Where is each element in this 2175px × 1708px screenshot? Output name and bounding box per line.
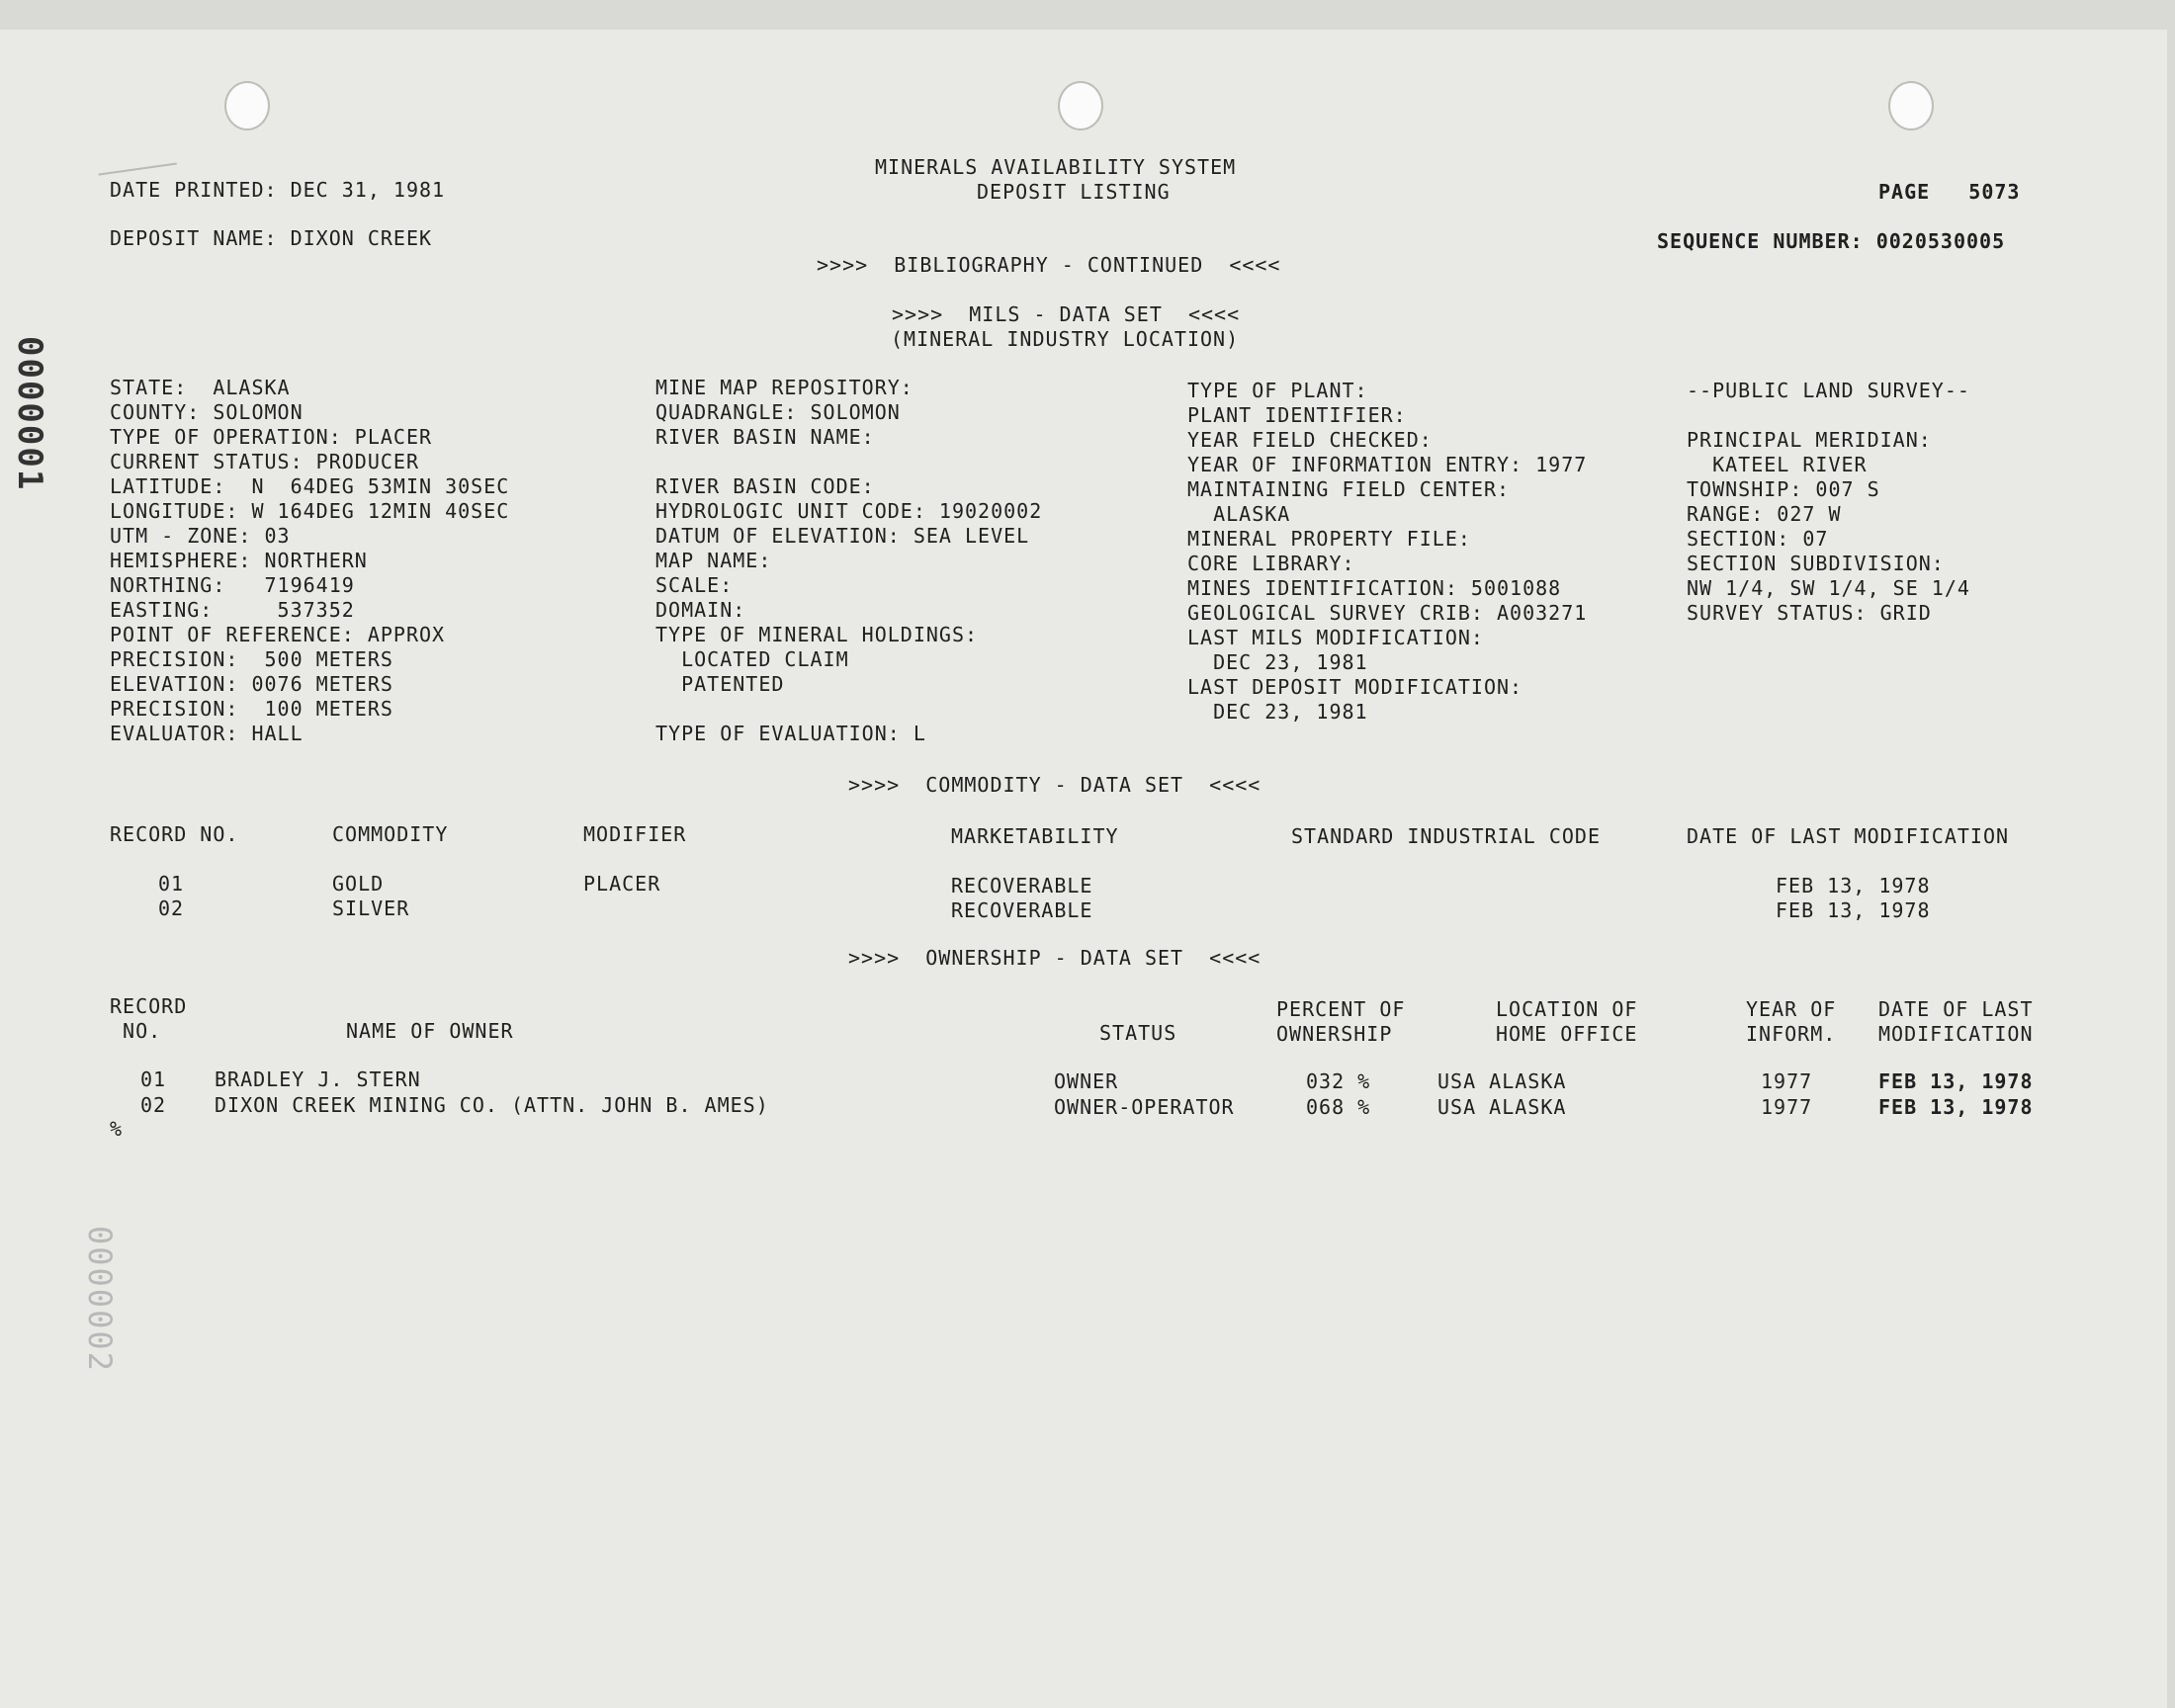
ownership-header-record: NO.	[110, 1019, 162, 1043]
side-frame-number: 0000001	[10, 336, 49, 492]
printout-page	[0, 30, 2167, 1708]
commodity-row-commodity: GOLD	[332, 872, 385, 896]
mils-field-line: RIVER BASIN NAME:	[655, 425, 875, 449]
mils-field-line: NW 1/4, SW 1/4, SE 1/4	[1687, 576, 1970, 600]
mils-field-line: DEC 23, 1981	[1187, 700, 1368, 724]
commodity-row-date: FEB 13, 1978	[1776, 874, 1931, 897]
ownership-row-status: OWNER-OPERATOR	[1054, 1095, 1235, 1119]
date-printed: DATE PRINTED: DEC 31, 1981	[110, 178, 446, 202]
mils-field-line: TYPE OF MINERAL HOLDINGS:	[655, 623, 979, 646]
mils-field-line: COUNTY: SOLOMON	[110, 400, 304, 424]
mils-field-line: UTM - ZONE: 03	[110, 524, 291, 548]
mils-field-line: ELEVATION: 0076 METERS	[110, 672, 393, 696]
end-of-record-mark: %	[110, 1117, 124, 1141]
mils-field-line: TOWNSHIP: 007 S	[1687, 477, 1880, 501]
mils-field-line: MAINTAINING FIELD CENTER:	[1187, 477, 1511, 501]
commodity-row-marketability: RECOVERABLE	[951, 898, 1093, 922]
mils-field-line: RIVER BASIN CODE:	[655, 474, 875, 498]
mils-field-line: LOCATED CLAIM	[655, 647, 849, 671]
ownership-heading: >>>> OWNERSHIP - DATA SET <<<<	[848, 946, 1262, 970]
mils-field-line: LAST MILS MODIFICATION:	[1187, 626, 1484, 649]
mils-field-line: YEAR OF INFORMATION ENTRY: 1977	[1187, 453, 1588, 476]
mils-field-line: --PUBLIC LAND SURVEY--	[1687, 379, 1970, 402]
commodity-row-marketability: RECOVERABLE	[951, 874, 1093, 897]
commodity-header-record: RECORD NO.	[110, 822, 239, 846]
commodity-row-date: FEB 13, 1978	[1776, 898, 1931, 922]
mils-field-line: SECTION: 07	[1687, 527, 1829, 551]
commodity-row-modifier: PLACER	[583, 872, 661, 896]
ownership-row-year: 1977	[1761, 1069, 1813, 1093]
mils-field-line: PRECISION: 500 METERS	[110, 647, 393, 671]
binder-hole-center	[1058, 81, 1103, 130]
ownership-header-percent: OWNERSHIP	[1276, 1022, 1393, 1046]
ownership-header-location: LOCATION OF	[1496, 997, 1638, 1021]
mils-field-line: HYDROLOGIC UNIT CODE: 19020002	[655, 499, 1043, 523]
ownership-header-year: INFORM.	[1746, 1022, 1837, 1046]
mils-field-line: CORE LIBRARY:	[1187, 552, 1355, 575]
commodity-header-commodity: COMMODITY	[332, 822, 449, 846]
sequence-number: SEQUENCE NUMBER: 0020530005	[1657, 229, 2006, 253]
ownership-header-date: MODIFICATION	[1878, 1022, 2034, 1046]
mils-field-line: MINERAL PROPERTY FILE:	[1187, 527, 1471, 551]
mils-field-line: YEAR FIELD CHECKED:	[1187, 428, 1433, 452]
ownership-row-year: 1977	[1761, 1095, 1813, 1119]
ownership-header-record: RECORD	[110, 994, 188, 1018]
mils-field-line: LAST DEPOSIT MODIFICATION:	[1187, 675, 1523, 699]
ownership-row-date: FEB 13, 1978	[1878, 1095, 2034, 1119]
mils-field-line: TYPE OF OPERATION: PLACER	[110, 425, 433, 449]
mils-heading: >>>> MILS - DATA SET <<<<	[892, 302, 1241, 326]
mils-field-line: DATUM OF ELEVATION: SEA LEVEL	[655, 524, 1030, 548]
commodity-header-modifier: MODIFIER	[583, 822, 687, 846]
ownership-row-date: FEB 13, 1978	[1878, 1069, 2034, 1093]
binder-hole-left	[224, 81, 270, 130]
ownership-row-percent: 068 %	[1306, 1095, 1371, 1119]
commodity-row-no: 02	[158, 897, 185, 920]
mils-field-line: PRECISION: 100 METERS	[110, 697, 393, 721]
mils-field-line: SCALE:	[655, 573, 734, 597]
mils-field-line: PATENTED	[655, 672, 785, 696]
commodity-header-marketability: MARKETABILITY	[951, 824, 1119, 848]
mils-field-line: LONGITUDE: W 164DEG 12MIN 40SEC	[110, 499, 510, 523]
mils-field-line: HEMISPHERE: NORTHERN	[110, 549, 368, 572]
mils-field-line: TYPE OF EVALUATION: L	[655, 722, 926, 745]
mils-field-line: GEOLOGICAL SURVEY CRIB: A003271	[1187, 601, 1588, 625]
mils-field-line: KATEEL RIVER	[1687, 453, 1868, 476]
ownership-row-location: USA ALASKA	[1437, 1095, 1567, 1119]
mils-field-line: ALASKA	[1187, 502, 1291, 526]
mils-field-line: MINES IDENTIFICATION: 5001088	[1187, 576, 1562, 600]
ownership-header-name: NAME OF OWNER	[346, 1019, 514, 1043]
mils-subheading: (MINERAL INDUSTRY LOCATION)	[891, 327, 1240, 351]
page-number: PAGE 5073	[1878, 180, 2021, 204]
ownership-row-no: 01	[140, 1068, 167, 1091]
mils-field-line: QUADRANGLE: SOLOMON	[655, 400, 901, 424]
ownership-row-percent: 032 %	[1306, 1069, 1371, 1093]
ownership-row-name: BRADLEY J. STERN	[215, 1068, 421, 1091]
ownership-header-date: DATE OF LAST	[1878, 997, 2034, 1021]
deposit-name: DEPOSIT NAME: DIXON CREEK	[110, 226, 433, 250]
ownership-row-location: USA ALASKA	[1437, 1069, 1567, 1093]
mils-field-line: CURRENT STATUS: PRODUCER	[110, 450, 419, 473]
mils-field-line: MINE MAP REPOSITORY:	[655, 376, 914, 399]
mils-field-line: PRINCIPAL MERIDIAN:	[1687, 428, 1932, 452]
mils-field-line: SURVEY STATUS: GRID	[1687, 601, 1932, 625]
mils-field-line: DEC 23, 1981	[1187, 650, 1368, 674]
ownership-row-name: DIXON CREEK MINING CO. (ATTN. JOHN B. AMES)	[215, 1093, 769, 1117]
ownership-row-no: 02	[140, 1093, 167, 1117]
ownership-header-location: HOME OFFICE	[1496, 1022, 1638, 1046]
mils-field-line: STATE: ALASKA	[110, 376, 291, 399]
mils-field-line: MAP NAME:	[655, 549, 772, 572]
ownership-header-percent: PERCENT OF	[1276, 997, 1406, 1021]
mils-field-line: TYPE OF PLANT:	[1187, 379, 1368, 402]
commodity-row-commodity: SILVER	[332, 897, 410, 920]
commodity-header-sic: STANDARD INDUSTRIAL CODE	[1291, 824, 1601, 848]
mils-field-line: EVALUATOR: HALL	[110, 722, 304, 745]
mils-field-line: NORTHING: 7196419	[110, 573, 355, 597]
mils-field-line: SECTION SUBDIVISION:	[1687, 552, 1945, 575]
mils-field-line: EASTING: 537352	[110, 598, 355, 622]
mils-field-line: LATITUDE: N 64DEG 53MIN 30SEC	[110, 474, 510, 498]
commodity-row-no: 01	[158, 872, 185, 896]
mils-field-line: PLANT IDENTIFIER:	[1187, 403, 1407, 427]
commodity-header-date: DATE OF LAST MODIFICATION	[1687, 824, 2010, 848]
ownership-header-year: YEAR OF	[1746, 997, 1837, 1021]
mils-field-line: DOMAIN:	[655, 598, 746, 622]
binder-hole-right	[1888, 81, 1934, 130]
ownership-row-status: OWNER	[1054, 1069, 1119, 1093]
bibliography-heading: >>>> BIBLIOGRAPHY - CONTINUED <<<<	[817, 253, 1281, 277]
system-title: MINERALS AVAILABILITY SYSTEM	[875, 155, 1237, 179]
ownership-header-status: STATUS	[1099, 1021, 1177, 1045]
side-frame-number-faint: 0000002	[81, 1226, 119, 1373]
mils-field-line: RANGE: 027 W	[1687, 502, 1842, 526]
mils-field-line: POINT OF REFERENCE: APPROX	[110, 623, 446, 646]
listing-title: DEPOSIT LISTING	[977, 180, 1171, 204]
commodity-heading: >>>> COMMODITY - DATA SET <<<<	[848, 773, 1262, 797]
